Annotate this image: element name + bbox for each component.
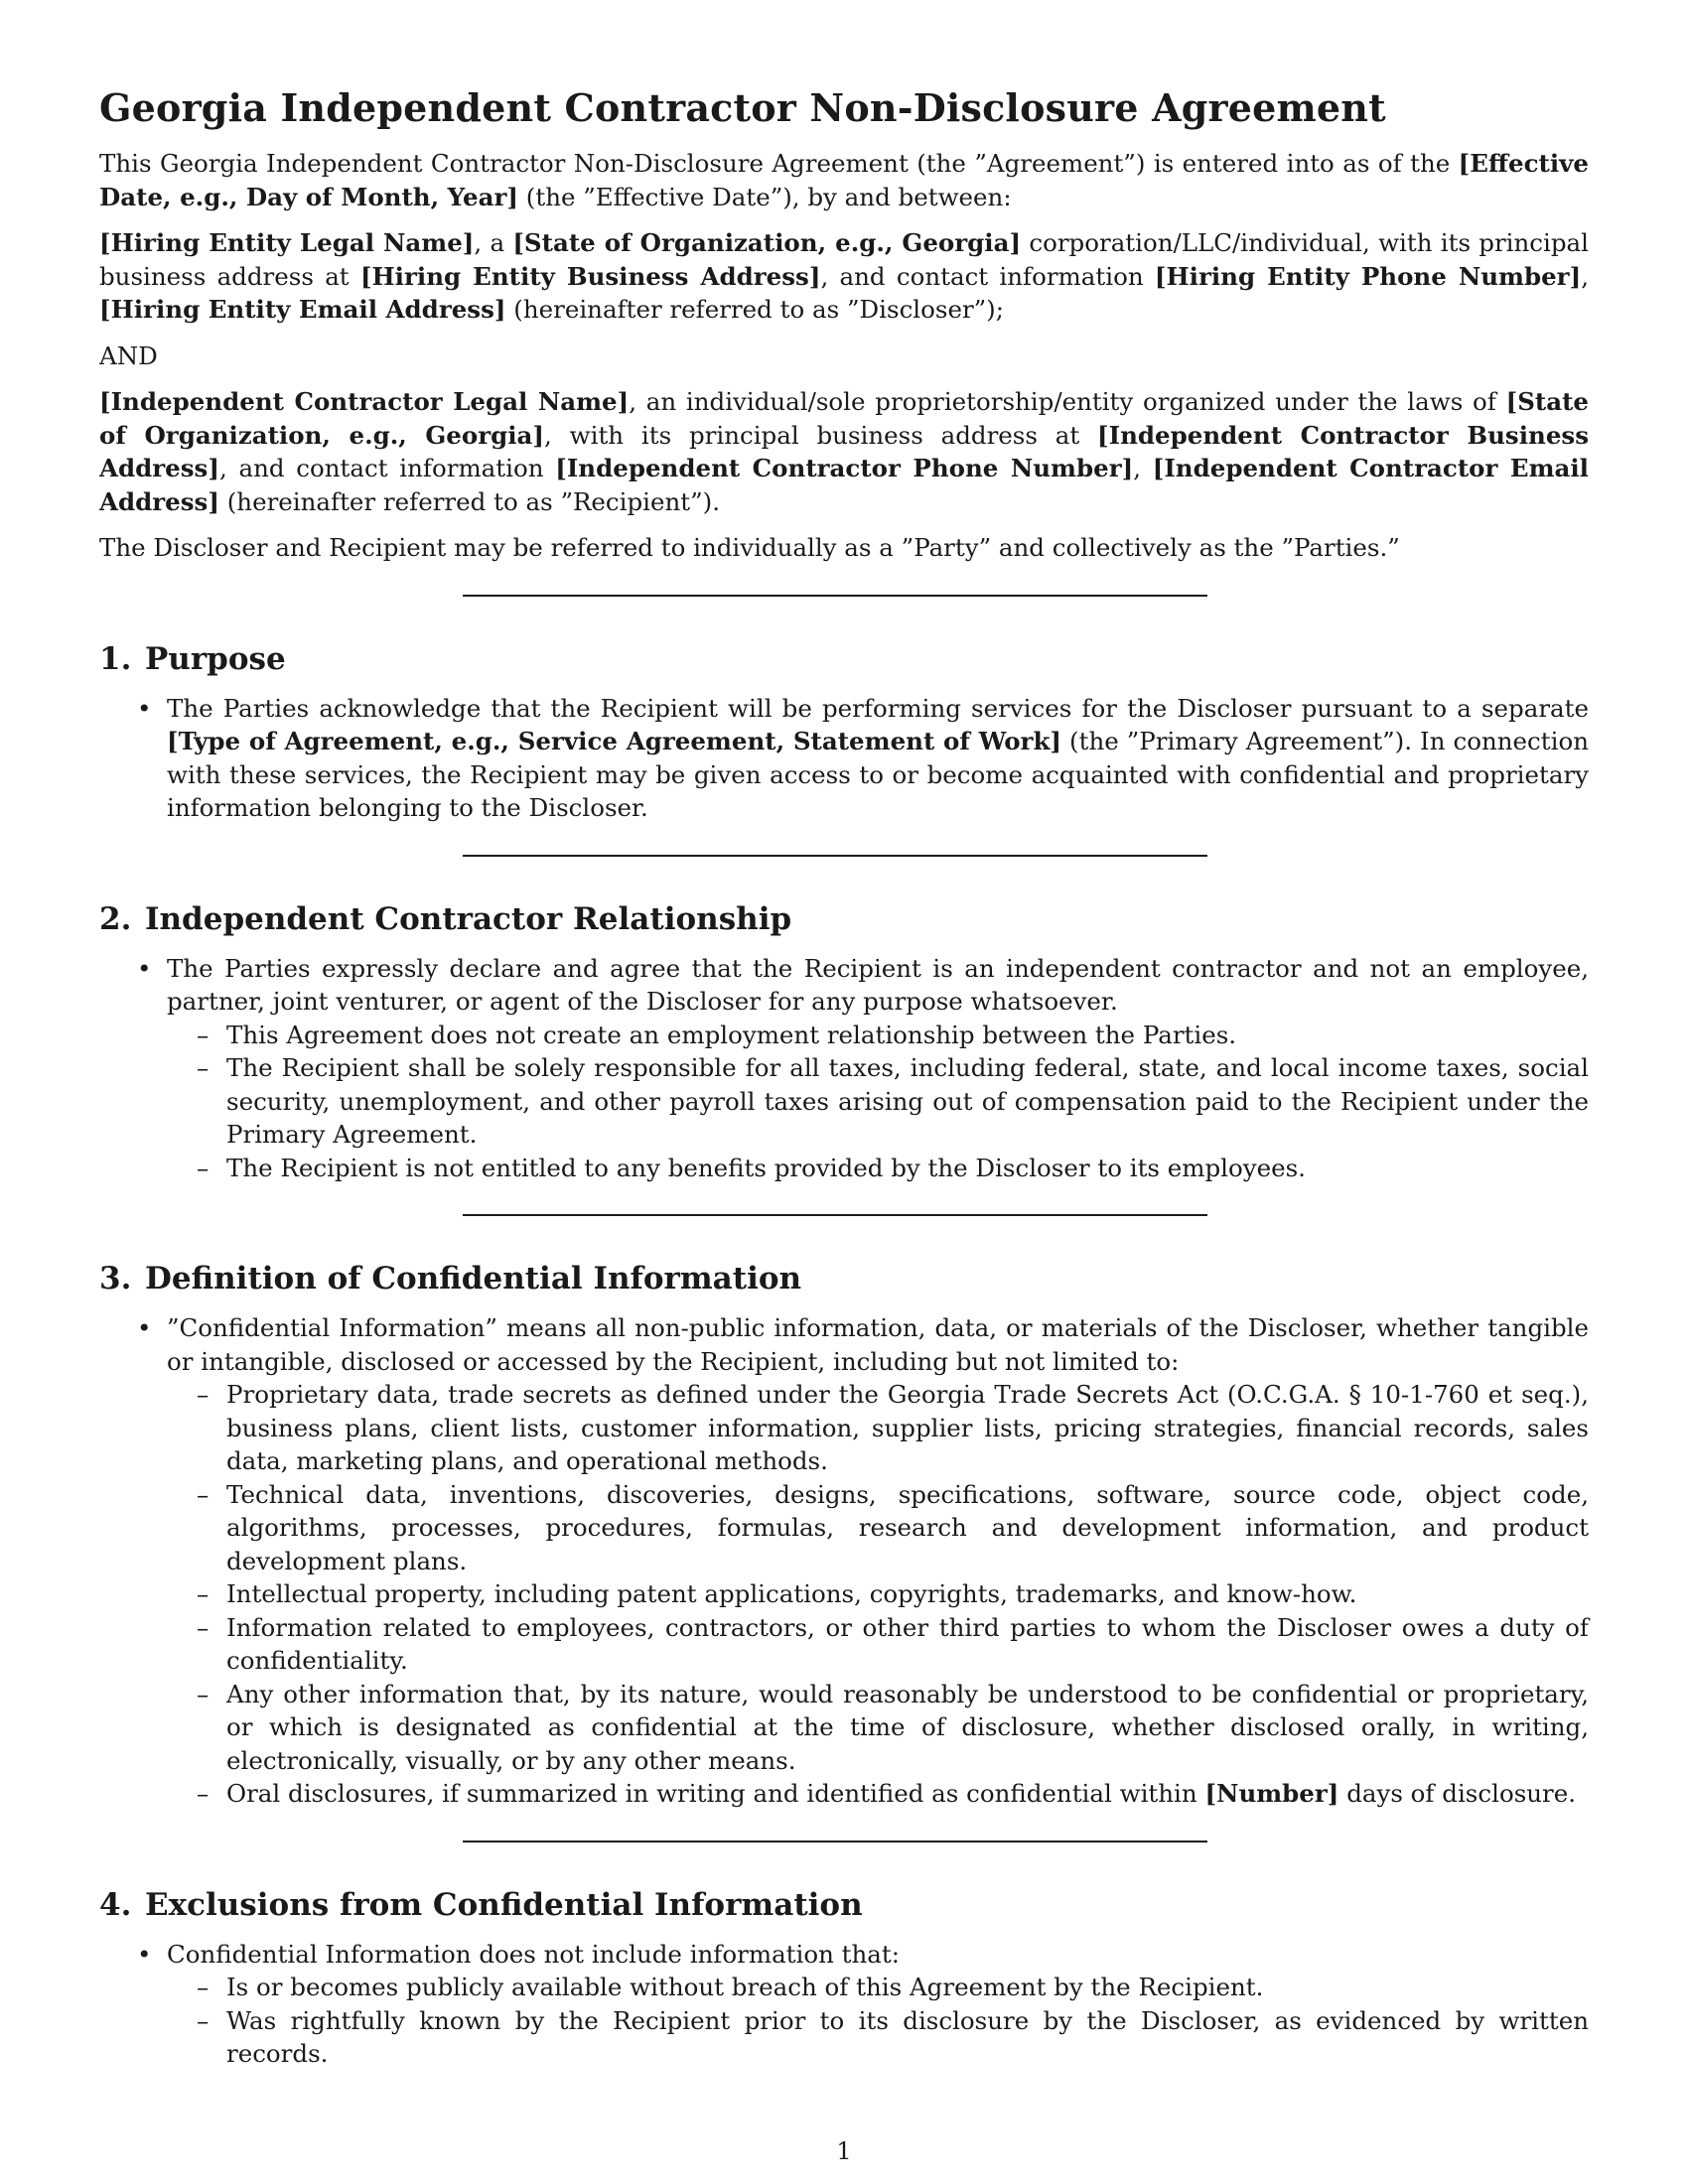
section-1-list: [99, 692, 1589, 825]
text: (hereinafter referred to as ”Recipient”).: [218, 486, 720, 516]
placeholder-contractor-phone: [Independent Contractor Phone Number]: [555, 454, 1134, 482]
text: The Parties expressly declare and agree that the Recipient is an independent contractor and not an employee, partner, joint venturer, or agent of the Discloser for any purpose whatsoever.: [167, 953, 1589, 1016]
text: (the ”Primary Agreement”). In connection with these services, the Recipient may be given access to or become acquainted with confidential and proprietary information belonging to the Discloser.: [167, 727, 1589, 822]
placeholder-number: [Number]: [1204, 1779, 1339, 1808]
sub-list-item: – Information related to employees, contractors, or other third parties to whom the Discloser owes a duty of confidentiality.: [226, 1611, 1589, 1678]
sub-list-item: – Technical data, inventions, discoveries, designs, specifications, software, source code, object code, algorithms, processes, procedures, formulas, research and development information, and product development plans.: [226, 1478, 1589, 1578]
placeholder-hiring-entity-address: [Hiring Entity Business Address]: [359, 261, 821, 291]
placeholder-hiring-entity-email: [Hiring Entity Email Address]: [99, 295, 506, 324]
section-4-heading: [99, 1886, 1589, 1924]
intro-paragraph: [99, 147, 1589, 213]
sub-list-item: – The Recipient is not entitled to any benefits provided by the Discloser to its employees.: [226, 1152, 1589, 1185]
text: , a: [474, 228, 513, 257]
sub-list-item: – The Recipient shall be solely responsible for all taxes, including federal, state, and local income taxes, social security, unemployment, and other payroll taxes arising out of compensation paid to the Recipient under the Primary Agreement.: [226, 1051, 1589, 1152]
placeholder-contractor-email: [Independent Contractor Email Address]: [99, 454, 1589, 516]
sub-list-item: – Intellectual property, including patent applications, copyrights, trademarks, and know-how.: [226, 1577, 1589, 1611]
section-number: 1.: [99, 640, 132, 677]
list-item: [167, 952, 1589, 1185]
sub-list-item: – Was rightfully known by the Recipient prior to its disclosure by the Discloser, as evidenced by written records.: [226, 2004, 1589, 2071]
page-number: 1: [836, 2137, 852, 2165]
sub-list: [167, 1019, 1589, 1185]
section-title: Definition of Confidential Information: [145, 1261, 802, 1297]
section-1-heading: [99, 640, 1589, 678]
section-3-heading: [99, 1260, 1589, 1297]
placeholder-agreement-type: [Type of Agreement, e.g., Service Agreement, Statement of Work]: [167, 727, 1062, 755]
text: , and contact information: [820, 261, 1155, 291]
text: (hereinafter referred to as ”Discloser”);: [505, 295, 1004, 324]
sub-list-item: – Is or becomes publicly available without breach of this Agreement by the Recipient.: [226, 1971, 1589, 2004]
sub-list-item: – This Agreement does not create an employment relationship between the Parties.: [226, 1019, 1589, 1052]
and-separator: AND: [99, 341, 158, 370]
sub-list: [167, 1378, 1589, 1811]
placeholder-hiring-entity-name: [Hiring Entity Legal Name]: [99, 228, 475, 257]
list-item: [167, 1311, 1589, 1811]
intro-text: (the ”Effective Date”), by and between:: [518, 182, 1012, 211]
discloser-paragraph: [99, 226, 1589, 327]
recipient-paragraph: [99, 385, 1589, 518]
section-divider: [463, 1841, 1207, 1843]
placeholder-contractor-name: [Independent Contractor Legal Name]: [99, 387, 630, 416]
section-3-list: [99, 1311, 1589, 1811]
section-title: Independent Contractor Relationship: [145, 900, 792, 937]
section-number: 4.: [99, 1886, 132, 1923]
text: , and contact information: [218, 454, 556, 482]
section-title: Exclusions from Confidential Information: [145, 1886, 863, 1923]
list-item: [167, 1938, 1589, 2071]
parties-definition: The Discloser and Recipient may be referred to individually as a ”Party” and collectively as the ”Parties.”: [99, 533, 1400, 562]
section-divider: [463, 855, 1207, 857]
placeholder-contractor-state: [State of Organization, e.g., Georgia]: [99, 387, 1589, 450]
text: ,: [1581, 261, 1589, 291]
text: , with its principal business address at: [544, 420, 1098, 450]
section-2-list: [99, 952, 1589, 1185]
text: Oral disclosures, if summarized in writing and identified as confidential within: [226, 1779, 1205, 1808]
placeholder-effective-date: [Effective Date, e.g., Day of Month, Year]: [99, 149, 1589, 211]
document-title: Georgia Independent Contractor Non-Disclosure Agreement: [99, 85, 1386, 130]
sub-list-item: – Proprietary data, trade secrets as defined under the Georgia Trade Secrets Act (O.C.G.A. § 10-1-760 et seq.), business plans, client lists, customer information, supplier lists, pricing strategies, financial records, sales data, marketing plans, and operational methods.: [226, 1378, 1589, 1478]
text: The Parties acknowledge that the Recipient will be performing services for the Discloser pursuant to a separate: [167, 693, 1589, 723]
sub-list-item: – Any other information that, by its nature, would reasonably be understood to be confidential or proprietary, or which is designated as confidential at the time of disclosure, whether disclosed orally, in writing, electronically, visually, or by any other means.: [226, 1678, 1589, 1778]
section-divider: [463, 1214, 1207, 1216]
placeholder-hiring-entity-phone: [Hiring Entity Phone Number]: [1154, 261, 1582, 291]
sub-list: [167, 1971, 1589, 2071]
section-number: 3.: [99, 1261, 132, 1297]
list-item: [167, 692, 1589, 825]
placeholder-contractor-address: [Independent Contractor Business Address]: [99, 420, 1589, 482]
text: days of disclosure.: [1338, 1779, 1577, 1808]
text: , an individual/sole proprietorship/entity organized under the laws of: [629, 387, 1506, 416]
text: ”Confidential Information” means all non-public information, data, or materials of the Discloser, whether tangible or intangible, disclosed or accessed by the Recipient, including but not limited to:: [167, 1313, 1589, 1376]
text: corporation/LLC/individual, with its principal business address at: [99, 228, 1589, 291]
text: Confidential Information does not include information that:: [167, 1939, 901, 1969]
section-4-list: [99, 1938, 1589, 2071]
sub-list-item: [226, 1777, 1589, 1811]
section-divider: [463, 595, 1207, 597]
section-number: 2.: [99, 900, 132, 937]
intro-text: This Georgia Independent Contractor Non-Disclosure Agreement (the ”Agreement”) is entered into as of the: [99, 149, 1459, 178]
section-2-heading: [99, 900, 1589, 938]
text: ,: [1133, 454, 1153, 482]
placeholder-state-of-organization: [State of Organization, e.g., Georgia]: [512, 228, 1022, 257]
document-page: [99, 85, 1589, 2071]
section-title: Purpose: [145, 640, 286, 677]
